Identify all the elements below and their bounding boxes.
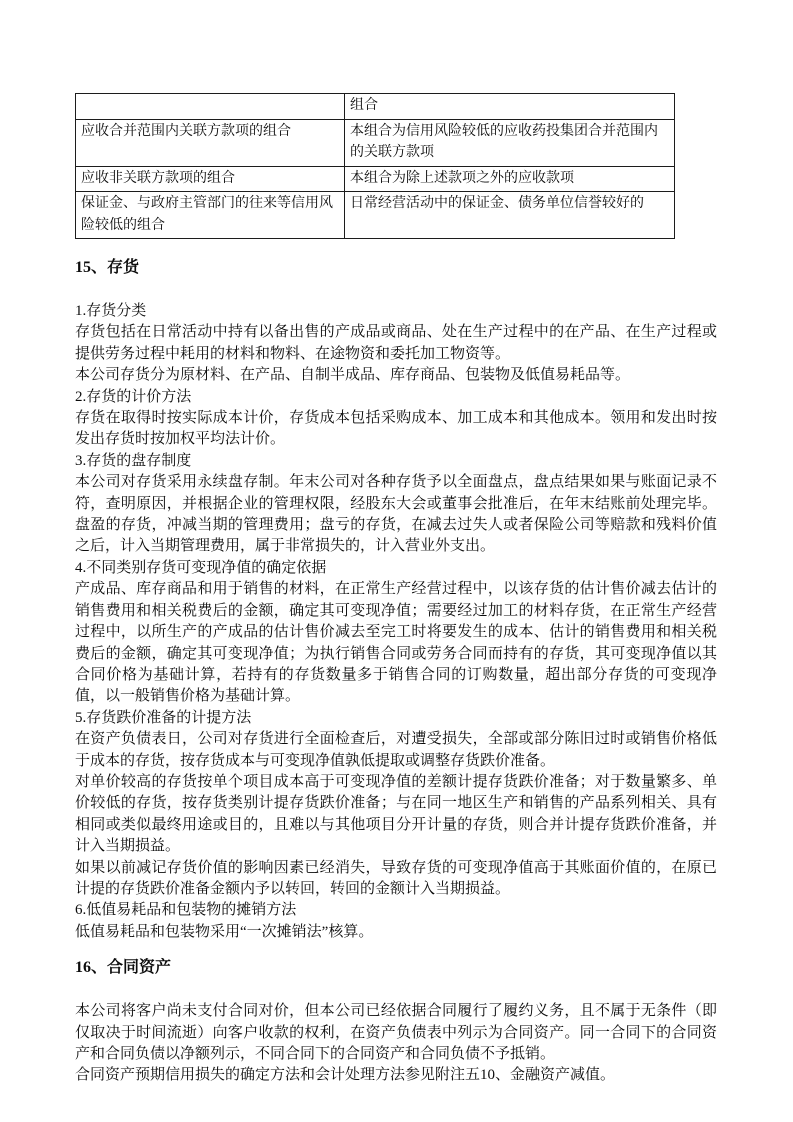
paragraph: 存货在取得时按实际成本计价，存货成本包括采购成本、加工成本和其他成本。领用和发出时按发出存货时按加权平均法计价。 — [75, 410, 717, 448]
receivables-portfolio-table — [75, 93, 675, 239]
table-cell-portfolio-basis: 组合 — [345, 94, 675, 120]
table-cell-portfolio-name — [76, 94, 345, 120]
paragraph: 4.不同类别存货可变现净值的确定依据 — [75, 559, 327, 576]
paragraph: 5.存货跌价准备的计提方法 — [75, 709, 252, 726]
paragraph: 合同资产预期信用损失的确定方法和会计处理方法参见附注五10、金融资产减值。 — [75, 1067, 616, 1084]
table-cell-portfolio-name: 应收合并范围内关联方款项的组合 — [76, 119, 345, 166]
section-heading-inventory: 15、存货 — [75, 259, 140, 276]
paragraph: 低值易耗品和包装物采用“一次摊销法”核算。 — [75, 923, 374, 940]
paragraph: 本公司对存货采用永续盘存制。年末公司对各种存货予以全面盘点，盘点结果如果与账面记录不符，查明原因，并根据企业的管理权限，经股东大会或董事会批准后，在年末结账前处理完毕。盘盈的存货，冲减当期的管理费用；盘亏的存货，在减去过失人或者保险公司等赔款和残料价值之后，计入当期管理费用，属于非常损失的，计入营业外支出。 — [75, 474, 717, 555]
table-cell-portfolio-basis: 日常经营活动中的保证金、债务单位信誉较好的 — [345, 192, 675, 239]
table-row — [76, 119, 675, 166]
table-row — [76, 192, 675, 239]
section-heading-contract-assets: 16、合同资产 — [75, 959, 172, 977]
table-row — [76, 94, 675, 120]
table-cell-portfolio-name: 保证金、与政府主管部门的往来等信用风险较低的组合 — [76, 192, 345, 239]
paragraph: 对单价较高的存货按单个项目成本高于可变现净值的差额计提存货跌价准备；对于数量繁多、单价较低的存货，按存货类别计提存货跌价准备；与在同一地区生产和销售的产品系列相关、具有相同或类似最终用途或目的，且难以与其他项目分开计量的存货，则合并计提存货跌价准备，并计入当期损益。 — [75, 773, 717, 855]
paragraph: 2.存货的计价方法 — [75, 388, 192, 405]
paragraph: 如果以前减记存货价值的影响因素已经消失，导致存货的可变现净值高于其账面价值的，在原已计提的存货跌价准备金额内予以转回，转回的金额计入当期损益。 — [75, 859, 717, 897]
section-inventory — [75, 257, 717, 943]
section-contract-assets — [75, 957, 717, 1087]
paragraph: 1.存货分类 — [75, 303, 147, 319]
paragraph: 本公司存货分为原材料、在产品、自制半成品、库存商品、包装物及低值易耗品等。 — [75, 367, 631, 384]
paragraph: 3.存货的盘存制度 — [75, 452, 192, 469]
paragraph: 本公司将客户尚未支付合同对价，但本公司已经依据合同履行了履约义务，且不属于无条件（即仅取决于时间流逝）向客户收款的权利，在资产负债表中列示为合同资产。同一合同下的合同资产和合同负债以净额列示，不同合同下的合同资产和合同负债不予抵销。 — [75, 1003, 717, 1062]
paragraph: 产成品、库存商品和用于销售的材料，在正常生产经营过程中，以该存货的估计售价减去估计的销售费用和相关税费后的金额，确定其可变现净值；需要经过加工的材料存货，在正常生产经营过程中，以所生产的产成品的估计售价减去至完工时将要发生的成本、估计的销售费用和相关税费后的金额，确定其可变现净值；为执行销售合同或劳务合同而持有的存货，其可变现净值以其合同价格为基础计算，若持有的存货数量多于销售合同的订购数量，超出部分存货的可变现净值，以一般销售价格为基础计算。 — [75, 581, 717, 705]
table-cell-portfolio-basis: 本组合为除上述款项之外的应收款项 — [345, 166, 675, 192]
paragraph: 存货包括在日常活动中持有以备出售的产成品或商品、处在生产过程中的在产品、在生产过程或提供劳务过程中耗用的材料和物料、在途物资和委托加工物资等。 — [75, 324, 717, 362]
table-row — [76, 166, 675, 192]
paragraph: 6.低值易耗品和包装物的摊销方法 — [75, 902, 297, 919]
table-cell-portfolio-basis: 本组合为信用风险较低的应收药投集团合并范围内的关联方款项 — [345, 119, 675, 166]
table-cell-portfolio-name: 应收非关联方款项的组合 — [76, 166, 345, 192]
paragraph: 在资产负债表日，公司对存货进行全面检查后，对遭受损失，全部或部分陈旧过时或销售价格低于成本的存货，按存货成本与可变现净值孰低提取或调整存货跌价准备。 — [75, 731, 717, 769]
